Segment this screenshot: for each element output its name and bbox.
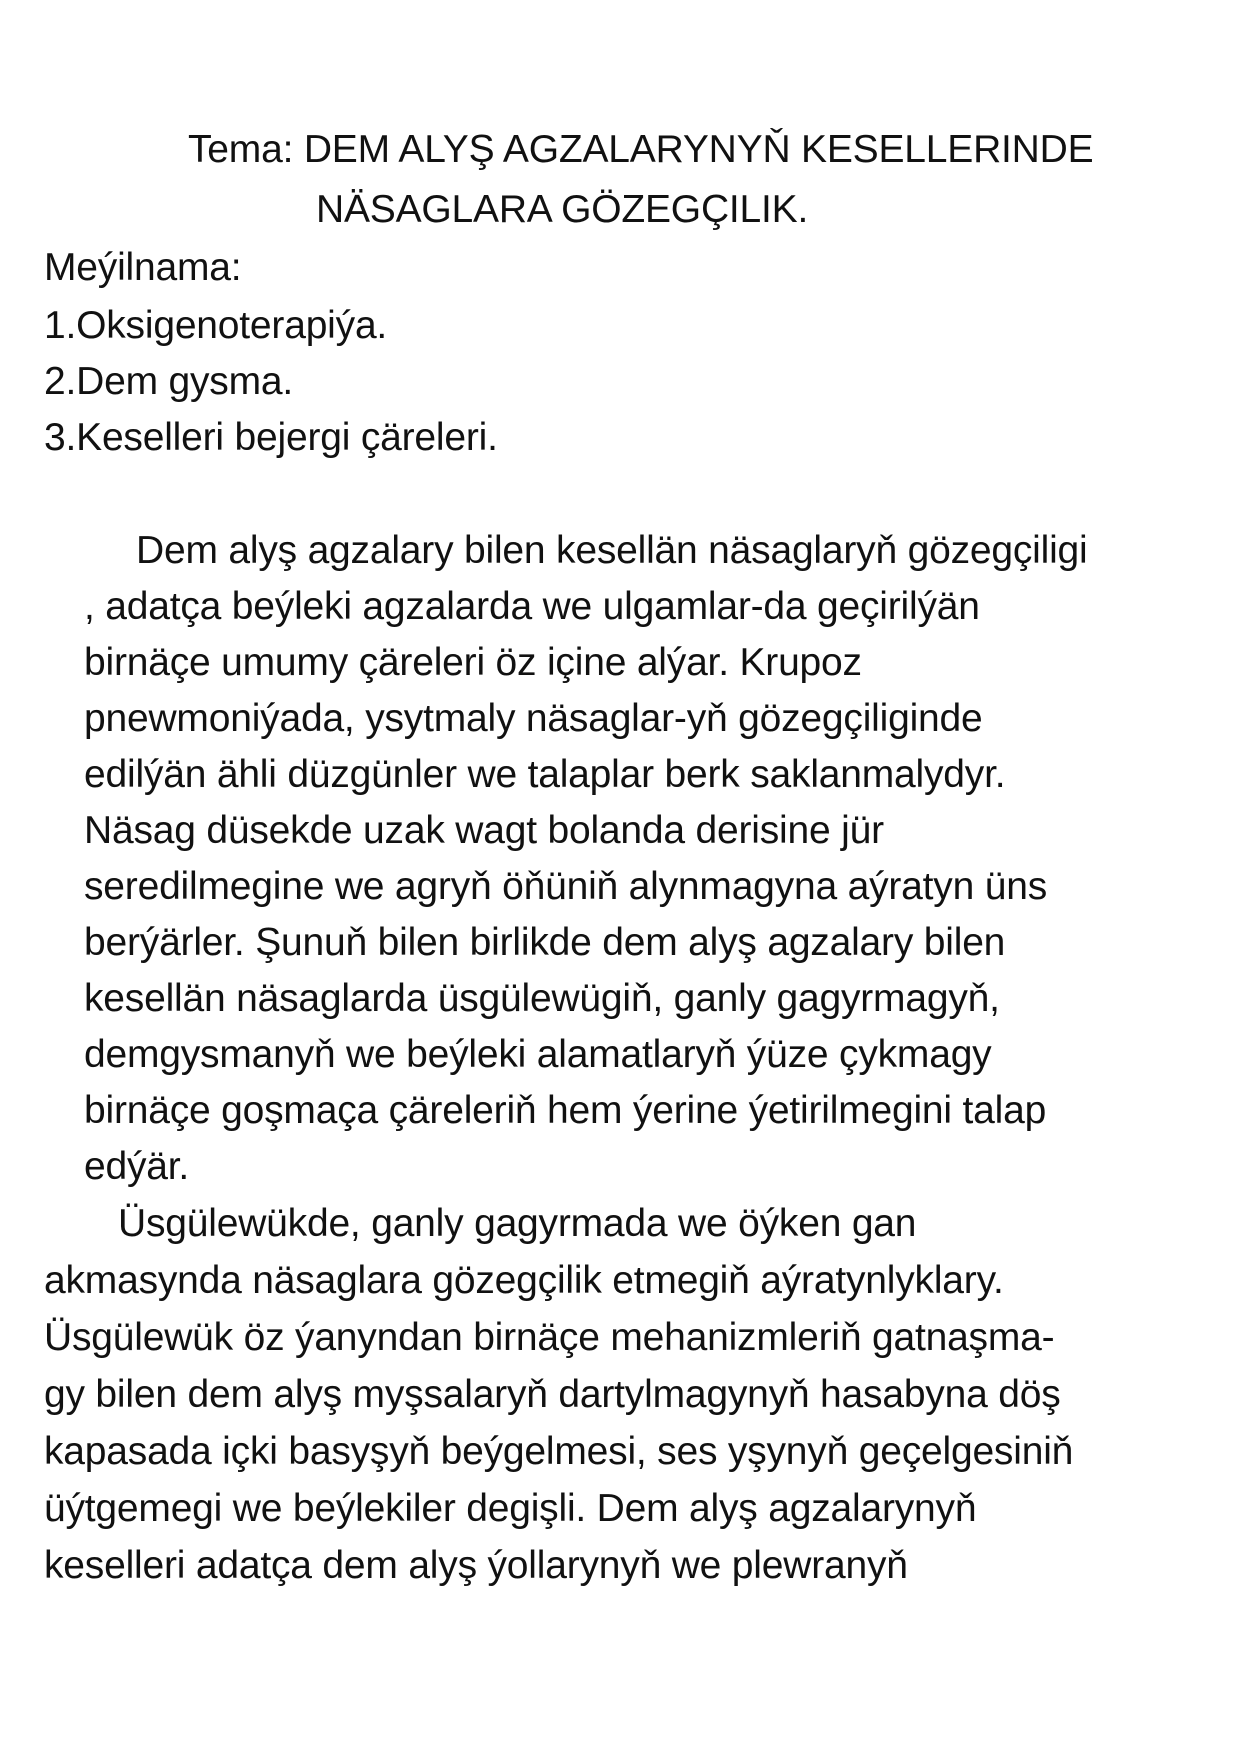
paragraph-1-line: berýärler. Şunuň bilen birlikde dem alyş agzalary bilen [84, 921, 1006, 964]
paragraph-1-line: birnäçe umumy çäreleri öz içine alýar. Krupoz [84, 641, 862, 684]
paragraph-1-line: edilýän ähli düzgünler we talaplar berk saklanmalydyr. [84, 753, 1006, 796]
paragraph-2-line: akmasynda näsaglara gözegçilik etmegiň aýratynlyklary. [44, 1259, 1004, 1302]
paragraph-1-line: pnewmoniýada, ysytmaly näsaglar-yň gözegçiliginde [84, 697, 983, 740]
paragraph-1-line: , adatça beýleki agzalarda we ulgamlar-da geçirilýän [84, 585, 980, 628]
paragraph-1-line: kesellän näsaglarda üsgülewügiň, ganly gagyrmagyň, [84, 977, 1000, 1020]
paragraph-2-line: gy bilen dem alyş myşsalaryň dartylmagynyň hasabyna döş [44, 1373, 1061, 1416]
plan-item: 3.Keselleri bejergi çäreleri. [44, 416, 498, 459]
plan-item: 2.Dem gysma. [44, 360, 294, 403]
paragraph-1-line: Näsag düsekde uzak wagt bolanda derisine jür [84, 809, 884, 852]
title-line-1: Tema: DEM ALYŞ AGZALARYNYŇ KESELLERINDE [188, 128, 1094, 171]
paragraph-1-line: Dem alyş agzalary bilen kesellän näsaglaryň gözegçiligi [136, 529, 1088, 572]
paragraph-1-line: birnäçe goşmaça çäreleriň hem ýerine ýetirilmegini talap [84, 1089, 1047, 1132]
plan-item: 1.Oksigenoterapiýa. [44, 304, 388, 347]
plan-heading: Meýilnama: [44, 246, 242, 289]
paragraph-2-line: keselleri adatça dem alyş ýollarynyň we plewranyň [44, 1544, 908, 1587]
paragraph-1-line: edýär. [84, 1145, 190, 1188]
paragraph-2-line: Üsgülewükde, ganly gagyrmada we öýken gan [118, 1202, 917, 1245]
paragraph-1-line: seredilmegine we agryň öňüniň alynmagyna aýratyn üns [84, 865, 1048, 908]
paragraph-2-line: üýtgemegi we beýlekiler degişli. Dem alyş agzalarynyň [44, 1487, 977, 1530]
title-line-2: NÄSAGLARA GÖZEGÇILIK. [316, 188, 809, 231]
paragraph-1-line: demgysmanyň we beýleki alamatlaryň ýüze çykmagy [84, 1033, 992, 1076]
paragraph-2-line: Üsgülewük öz ýanyndan birnäçe mehanizmleriň gatnaşma- [44, 1316, 1055, 1359]
paragraph-2-line: kapasada içki basyşyň beýgelmesi, ses yşynyň geçelgesiniň [44, 1430, 1074, 1473]
